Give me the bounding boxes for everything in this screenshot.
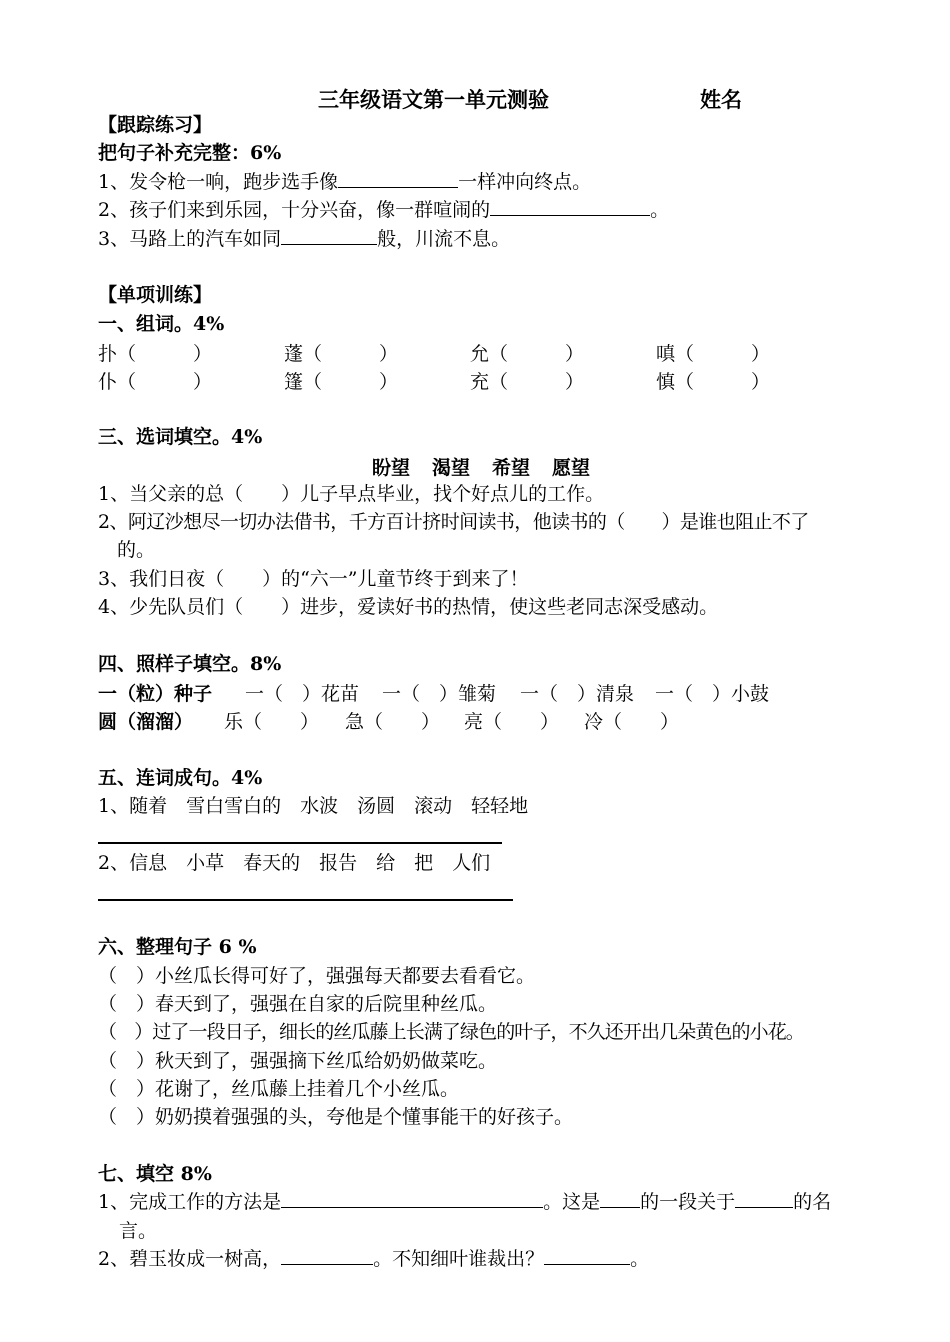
item-text: 。不知细叶谁裁出？: [373, 1248, 545, 1270]
q7-item-2: [98, 1246, 649, 1272]
item-text: 1、发令枪一响，跑步选手像: [98, 171, 339, 193]
tracking-heading: 【跟踪练习】: [98, 114, 213, 136]
answer-blank[interactable]: [281, 1246, 373, 1265]
q5-title: 五、连词成句。4%: [98, 767, 263, 789]
q7-item-1: [98, 1189, 831, 1215]
item-text: 2、孩子们来到乐园，十分兴奋，像一群喧闹的: [98, 199, 491, 221]
answer-blank[interactable]: [281, 1189, 543, 1208]
tracking-item-1: [98, 169, 591, 195]
answer-blank[interactable]: [544, 1246, 630, 1265]
q3-item-1: 1、当父亲的总（ ）儿子早点毕业，找个好点儿的工作。: [98, 483, 605, 505]
q4-r1-item: 一（ ）雏菊: [382, 683, 497, 705]
q4-example-2: 圆（溜溜）: [98, 711, 194, 733]
word-bank-item: 渴望: [432, 457, 471, 479]
q3-title: 三、选词填空。4%: [98, 426, 263, 448]
item-text: 。这是: [543, 1191, 601, 1213]
answer-blank[interactable]: [735, 1189, 793, 1208]
word-bank-item: 盼望: [372, 457, 411, 479]
word-bank-item: 希望: [492, 457, 531, 479]
q1-r2-c3: 充（ ）: [470, 371, 585, 393]
q4-r2-item: 亮（ ）: [464, 711, 560, 733]
answer-blank[interactable]: [600, 1189, 640, 1208]
q1-r1-c1: 扑（ ）: [98, 343, 213, 365]
q1-r2-c4: 慎（ ）: [656, 371, 771, 393]
q4-r1-item: 一（ ）清泉: [520, 683, 635, 705]
q5-item-1: 1、随着 雪白雪白的 水波 汤圆 滚动 轻轻地: [98, 795, 529, 817]
item-text: 2、碧玉妆成一树高，: [98, 1248, 282, 1270]
item-text: 1、完成工作的方法是: [98, 1191, 282, 1213]
name-label: 姓名: [700, 87, 742, 112]
q3-item-2-cont: 的。: [98, 539, 156, 561]
q1-r2-c2: 篷（ ）: [284, 371, 399, 393]
q1-r1-c2: 蓬（ ）: [284, 343, 399, 365]
q3-item-4: 4、少先队员们（ ）进步，爱读好书的热情，使这些老同志深受感动。: [98, 596, 719, 618]
q6-title: 六、整理句子 6 %: [98, 936, 257, 958]
tracking-item-3: [98, 226, 510, 252]
page-title: 三年级语文第一单元测验: [318, 87, 549, 112]
item-text: 。: [650, 199, 670, 221]
q1-r2-c1: 仆（ ）: [98, 371, 213, 393]
item-text: 一样冲向终点。: [458, 171, 592, 193]
q6-item: （ ）春天到了，强强在自家的后院里种丝瓜。: [98, 993, 498, 1015]
answer-blank[interactable]: [338, 169, 458, 188]
answer-blank[interactable]: [281, 226, 377, 245]
q6-item: （ ）过了一段日子，细长的丝瓜藤上长满了绿色的叶子，不久还开出几朵黄色的小花。: [98, 1021, 804, 1043]
q1-r1-c3: 允（ ）: [470, 343, 585, 365]
q7-item-1-cont: [98, 1218, 157, 1244]
item-text: 言。: [119, 1220, 158, 1242]
q4-r1-item: 一（ ）花苗: [245, 683, 360, 705]
word-bank-item: 愿望: [552, 457, 591, 479]
q6-item: （ ）花谢了，丝瓜藤上挂着几个小丝瓜。: [98, 1078, 460, 1100]
q6-item: （ ）奶奶摸着强强的头，夸他是个懂事能干的好孩子。: [98, 1106, 574, 1128]
item-text: 。: [630, 1248, 650, 1270]
q4-r1-item: 一（ ）小鼓: [655, 683, 770, 705]
item-text: 的名: [793, 1191, 832, 1213]
q1-r1-c4: 嗔（ ）: [656, 343, 771, 365]
q6-item: （ ）小丝瓜长得可好了，强强每天都要去看看它。: [98, 965, 536, 987]
q1-title: 一、组词。4%: [98, 313, 225, 335]
word-bank: [372, 453, 612, 480]
item-text: 般，川流不息。: [377, 228, 511, 250]
q4-example-1: 一（粒）种子: [98, 683, 213, 705]
q3-item-2: 2、阿辽沙想尽一切办法借书，千方百计挤时间读书，他读书的（ ）是谁也阻止不了: [98, 511, 809, 533]
answer-blank[interactable]: [490, 197, 650, 216]
answer-line[interactable]: [98, 899, 513, 901]
q5-item-2: 2、信息 小草 春天的 报告 给 把 人们: [98, 852, 491, 874]
q4-r2-item: 乐（ ）: [224, 711, 320, 733]
item-text: 3、马路上的汽车如同: [98, 228, 282, 250]
single-heading: 【单项训练】: [98, 284, 213, 306]
answer-line[interactable]: [98, 842, 502, 844]
item-text: 的一段关于: [640, 1191, 736, 1213]
tracking-instruction: 把句子补充完整：6%: [98, 142, 282, 164]
q6-item: （ ）秋天到了，强强摘下丝瓜给奶奶做菜吃。: [98, 1050, 498, 1072]
tracking-item-2: [98, 197, 669, 223]
q7-title: 七、填空 8%: [98, 1163, 212, 1185]
q4-title: 四、照样子填空。8%: [98, 653, 282, 675]
q3-item-3: 3、我们日夜（ ）的“六一”儿童节终于到来了！: [98, 568, 529, 590]
q4-r2-item: 急（ ）: [345, 711, 441, 733]
q4-r2-item: 冷（ ）: [584, 711, 680, 733]
